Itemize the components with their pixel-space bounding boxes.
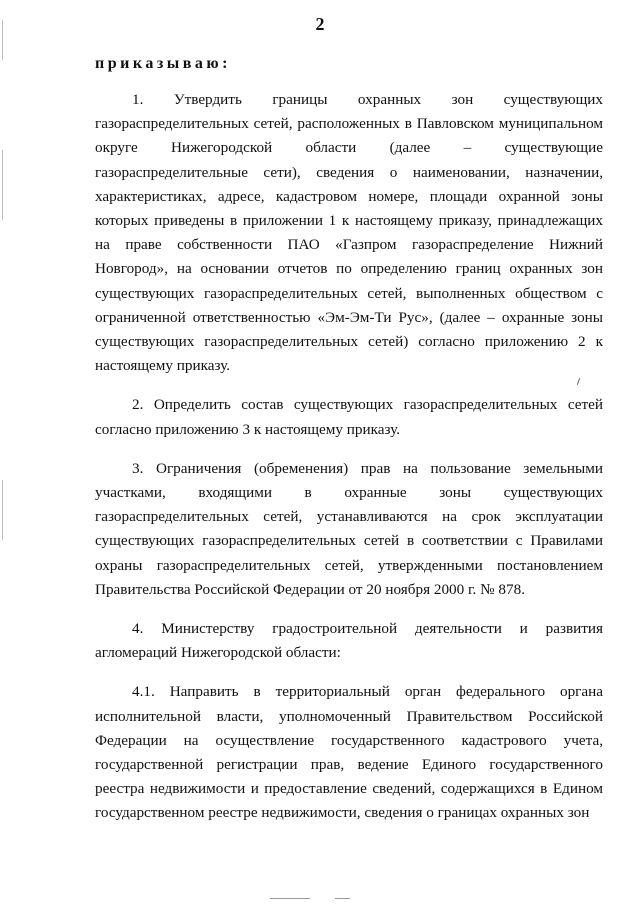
paragraph-3: 3. Ограничения (обременения) прав на пользование земельными участками, входящими в охранные зоны существующих газораспределительных сетей, устанавливаются на срок эксплуатации существующих газораспределительных сетей в соответствии с Правилами охраны газораспределительных сетей, утвержденными постановлением Правительства Российской Федерации от 20 ноября 2000 г. № 878. [95,459,603,598]
scan-edge-mark [270,898,310,899]
scan-edge-mark [2,480,3,540]
paragraph-2: 2. Определить состав существующих газораспределительных сетей согласно приложению 3 к настоящему приказу. [95,396,603,438]
scan-edge-mark [2,150,3,220]
document-body [95,88,603,841]
scan-edge-mark [335,898,350,899]
paragraph-4: 4. Министерству градостроительной деятельности и развития агломераций Нижегородской области: [95,620,603,662]
paragraph-1: 1. Утвердить границы охранных зон существующих газораспределительных сетей, расположенных в Павловском муниципальном округе Нижегородской области (далее – существующие газораспределительные сети), сведения о наименовании, назначении, характеристиках, адресе, кадастровом номере, площади охранной зоны которых приведены в приложении 1 к настоящему приказу, принадлежащих на праве собственности ПАО «Газпром газораспределение Нижний Новгород», на основании отчетов по определению границ охранных зон существующих газораспределительных сетей, выполненных обществом с ограниченной ответственностью «Эм-Эм-Ти Рус», (далее – охранные зоны существующих газораспределительных сетей) согласно приложению 2 к настоящему приказу. [95,91,603,375]
paragraph-4-1: 4.1. Направить в территориальный орган федерального органа исполнительной власти, уполномоченный Правительством Российской Федерации на осуществление государственного кадастрового учета, государственной регистрации прав, ведение Единого государственного реестра недвижимости и предоставление сведений, содержащихся в Едином государственном реестре недвижимости, сведения о границах охранных зон [95,683,603,822]
page-number: 2 [315,14,325,34]
order-heading: приказываю: [95,55,231,72]
